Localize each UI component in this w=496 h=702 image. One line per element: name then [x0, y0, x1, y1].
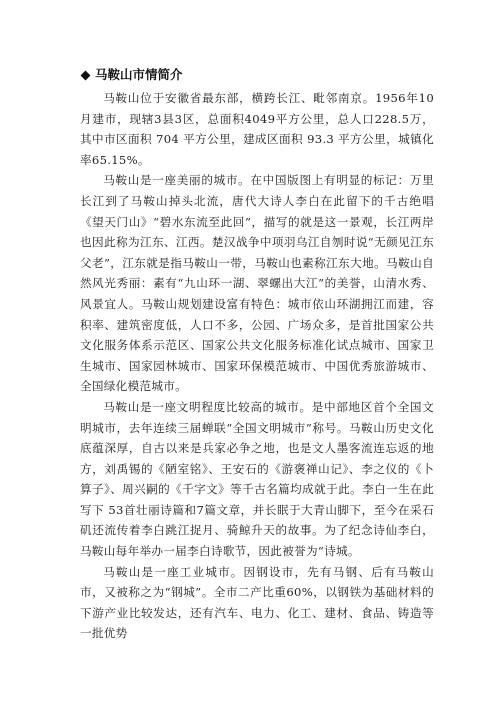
section-heading [80, 66, 434, 84]
section-title: 马鞍山市情简介 [95, 67, 183, 82]
paragraph-overview: 马鞍山位于安徽省最东部，横跨长江、毗邻南京。1956年10月建市，现辖3县3区，总面积4049平方公里，总人口228.5万，其中市区面积 704 平方公里，建成区面积 93.3 平方公里，城镇化率65.15%。 [80, 91, 434, 167]
paragraph-civilized-city: 马鞍山是一座文明程度比较高的城市。是中部地区首个全国文明城市，去年连续三届蝉联“全国文明城市”称号。马鞍山历史文化底蕴深厚，自古以来是兵家必争之地，也是文人墨客流连忘返的地方，刘禹锡的《陋室铭》、王安石的《游褒禅山记》、李之仪的《卜算子》、周兴嗣的《千字文》等千古名篇均成就于此。李白一生在此写下 53首壮丽诗篇和7篇文章，并长眠于大青山脚下，至今在采石矶还流传着李白跳江捉月、骑鲸升天的故事。为了纪念诗仙李白，马鞍山每年举办一届李白诗歌节，因此被誉为“诗城。 [80, 399, 434, 559]
paragraph-beautiful-city: 马鞍山是一座美丽的城市。在中国版图上有明显的标记：万里长江到了马鞍山掉头北流，唐代大诗人李白在此留下的千古绝唱《望天门山》“碧水东流至此回”，描写的就是这一景观，长江两岸也因此称为江东、江西。楚汉战争中项羽乌江自刎时说“无颜见江东父老”，江东就是指马鞍山一带，马鞍山也素称江东大地。马鞍山自然风光秀丽：素有“九山环一湖、翠螺出大江”的美誉，山清水秀、风景宜人。马鞍山规划建设富有特色：城市依山环湖拥江而建，容积率、建筑密度低，人口不多，公园、广场众多，是首批国家公共文化服务体系示范区、国家公共文化服务标准化试点城市、国家卫生城市、国家园林城市、国家环保模范城市、中国优秀旅游城市、全国绿化模范城市。 [80, 173, 434, 394]
diamond-icon [81, 70, 91, 80]
paragraph-industrial-city: 马鞍山是一座工业城市。因钢设市，先有马钢、后有马鞍山市，又被称之为“钢城”。全市二产比重60%，以钢铁为基础材料的下游产业比较发达，还有汽车、电力、化工、建材、食品、铸造等一批优势 [80, 564, 434, 641]
